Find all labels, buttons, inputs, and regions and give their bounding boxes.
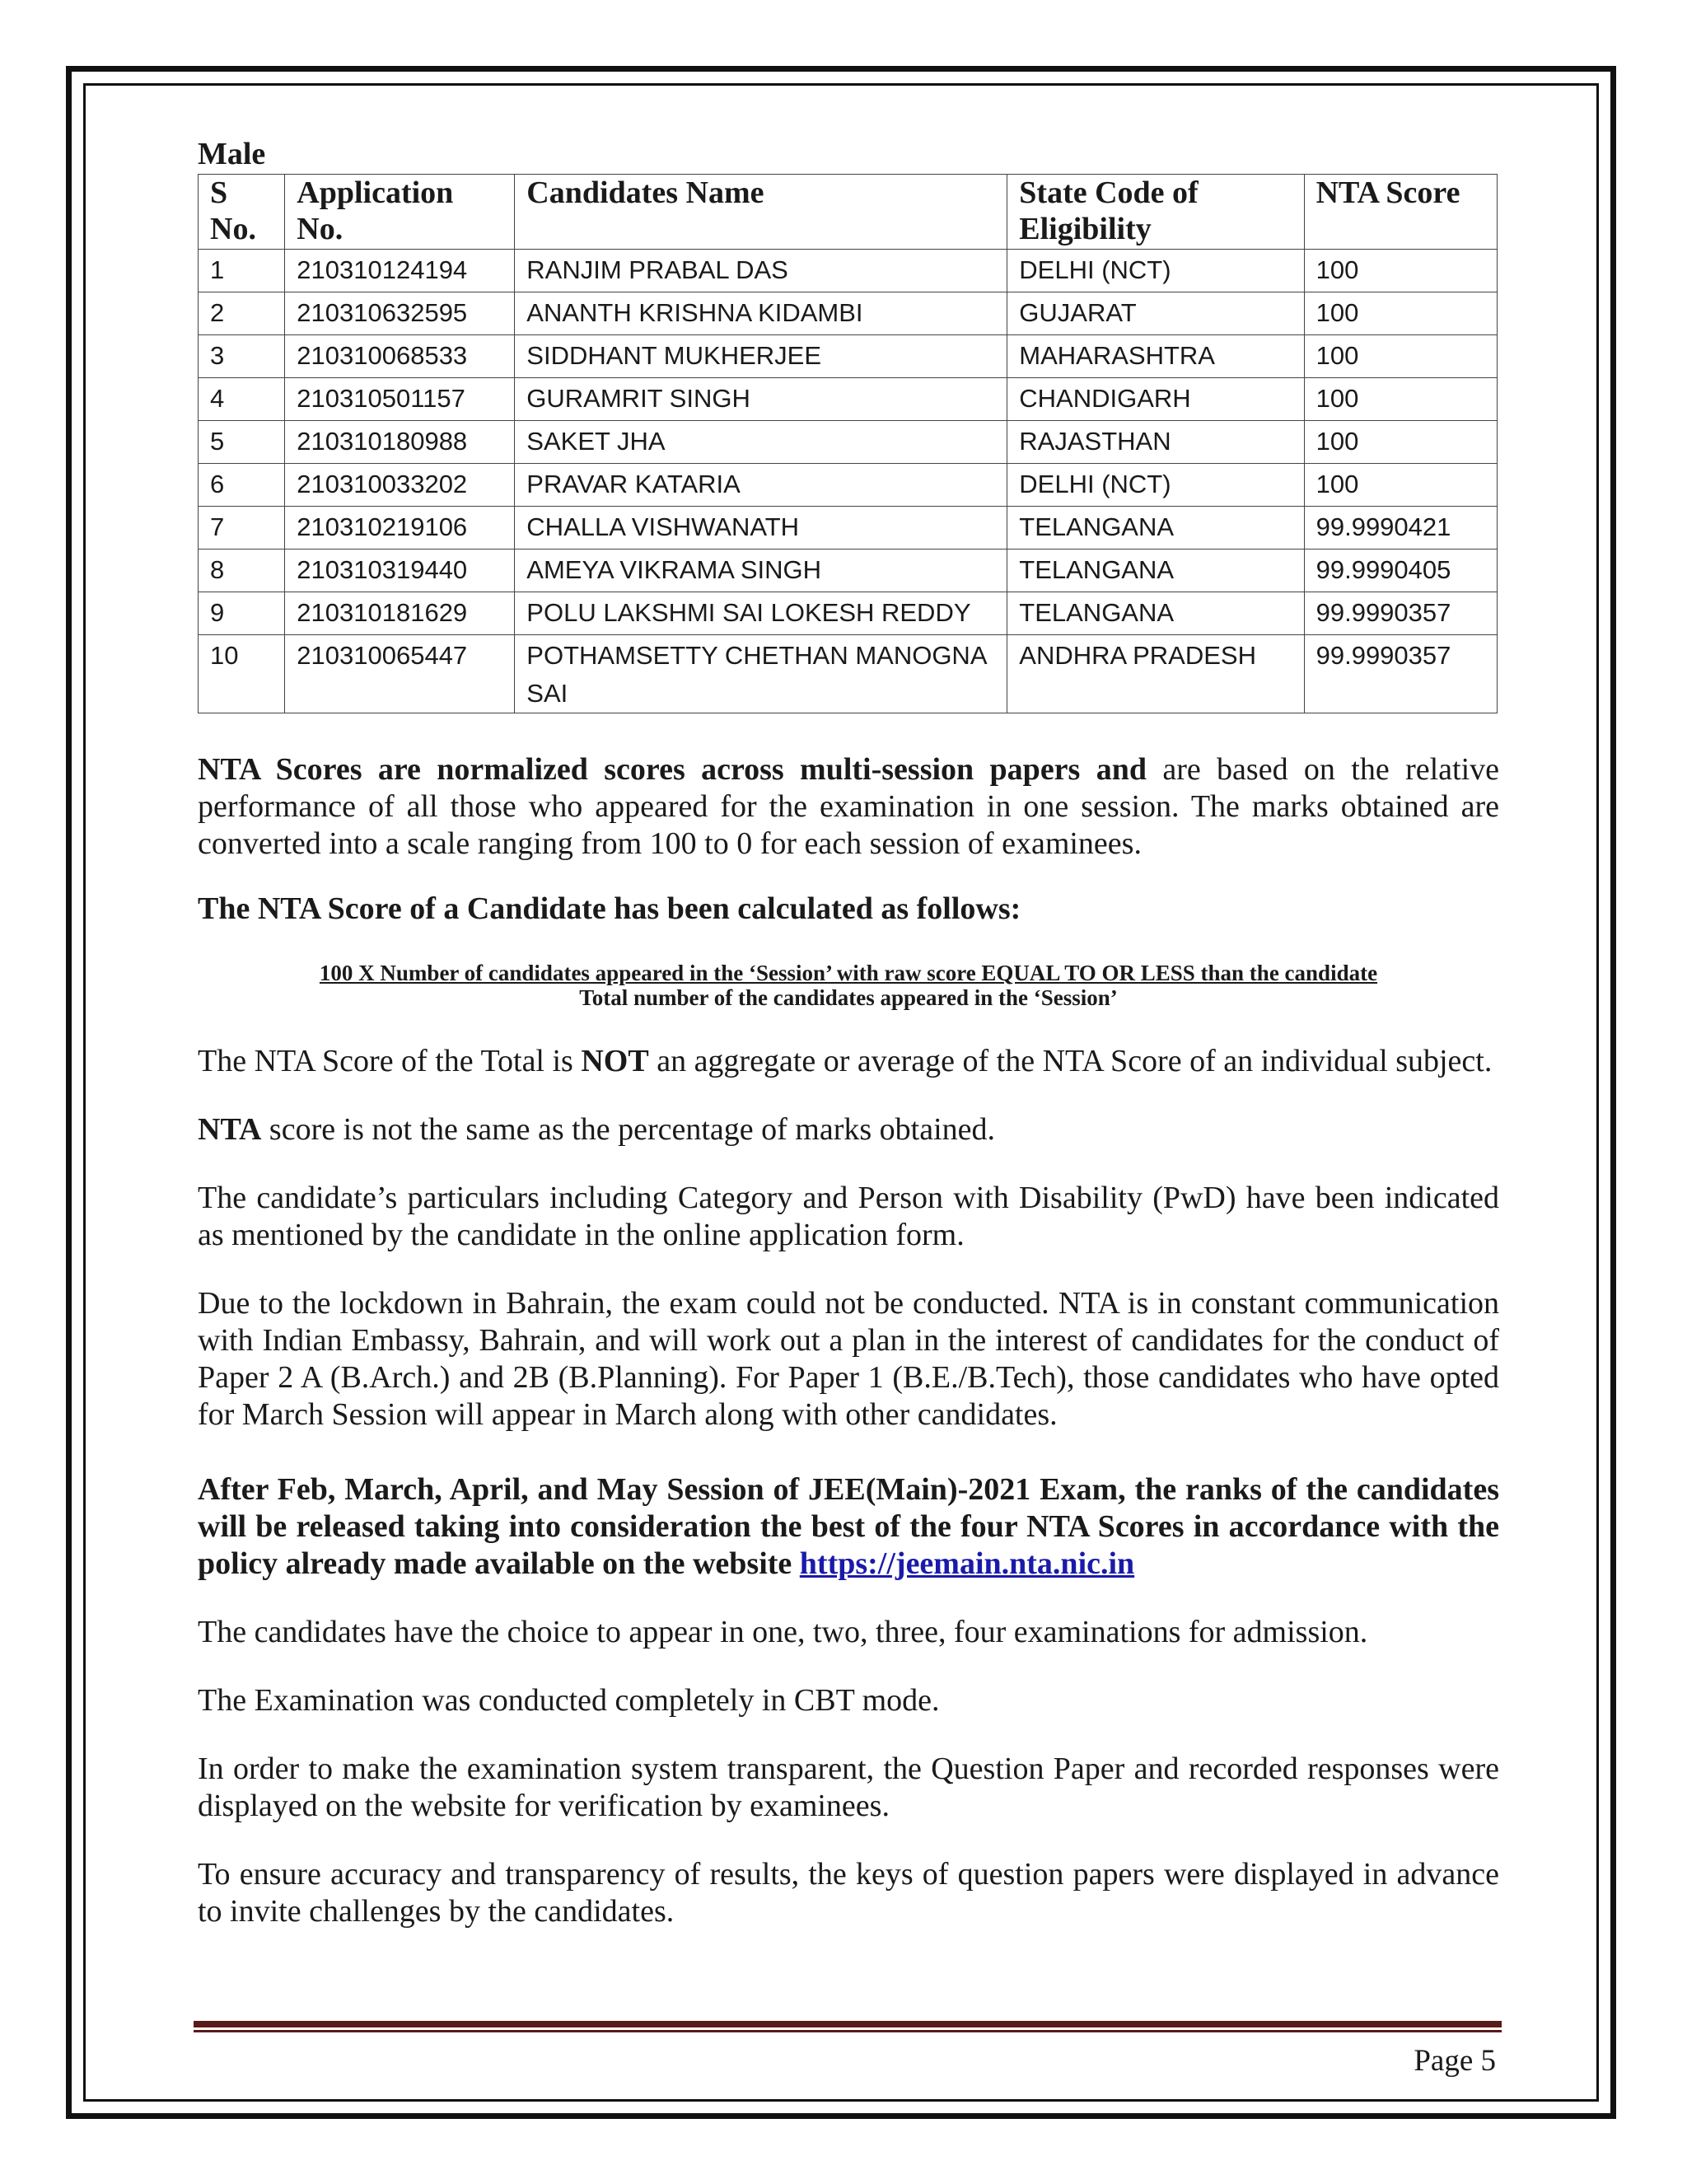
cell-nta-score: 100 [1304, 421, 1497, 464]
cell-state-code: TELANGANA [1007, 592, 1304, 635]
table-row [199, 592, 1498, 635]
cell-candidate-name: ANANTH KRISHNA KIDAMBI [515, 292, 1007, 335]
normalization-paragraph [198, 751, 1499, 863]
col-header-state-code: State Code of Eligibility [1007, 175, 1304, 250]
particulars-paragraph: The candidate’s particulars including Category and Person with Disability (PwD) have been indicated as mentioned by the candidate in the online application form. [198, 1181, 1499, 1252]
transparency-paragraph: In order to make the examination system transparent, the Question Paper and recorded responses were displayed on the website for verification by examinees. [198, 1751, 1499, 1823]
total-score-paragraph [198, 1043, 1499, 1080]
ranks-text: After Feb, March, April, and May Session of JEE(Main)-2021 Exam, the ranks of the candidates will be released taking into consideration the best of the four NTA Scores in accordance with the policy already made available on the website [198, 1472, 1499, 1581]
cell-candidate-name: POLU LAKSHMI SAI LOKESH REDDY [515, 592, 1007, 635]
cell-sno: 6 [199, 464, 285, 507]
table-row [199, 550, 1498, 592]
cell-state-code: CHANDIGARH [1007, 378, 1304, 421]
cell-sno: 7 [199, 507, 285, 550]
ranks-paragraph [198, 1471, 1499, 1583]
cell-nta-score: 100 [1304, 464, 1497, 507]
footer-rule-thick [194, 2021, 1502, 2027]
table-row [199, 507, 1498, 550]
total-score-text-b: an aggregate or average of the NTA Score of an individual subject. [648, 1044, 1493, 1078]
cell-application-no: 210310319440 [285, 550, 515, 592]
cell-sno: 3 [199, 335, 285, 378]
cell-application-no: 210310068533 [285, 335, 515, 378]
total-score-text-a: The NTA Score of the Total is [198, 1044, 582, 1078]
table-body [199, 250, 1498, 713]
cell-sno: 10 [199, 635, 285, 713]
formula-numerator: 100 X Number of candidates appeared in the ‘Session’ with raw score EQUAL TO OR LESS than the candidate [319, 961, 1378, 985]
cell-sno: 4 [199, 378, 285, 421]
cell-application-no: 210310065447 [285, 635, 515, 713]
formula-denominator: Total number of the candidates appeared in the ‘Session’ [579, 985, 1118, 1010]
table-row [199, 464, 1498, 507]
cell-sno: 8 [199, 550, 285, 592]
col-header-candidate-name: Candidates Name [515, 175, 1007, 250]
cell-application-no: 210310033202 [285, 464, 515, 507]
cell-candidate-name: RANJIM PRABAL DAS [515, 250, 1007, 292]
cell-nta-score: 100 [1304, 378, 1497, 421]
normalization-bold: NTA Scores are normalized scores across multi-session papers and [198, 752, 1147, 787]
cell-state-code: DELHI (NCT) [1007, 250, 1304, 292]
percentage-text: score is not the same as the percentage of marks obtained. [261, 1112, 995, 1147]
results-table [198, 174, 1498, 713]
table-row [199, 378, 1498, 421]
cell-nta-score: 100 [1304, 335, 1497, 378]
percentage-paragraph [198, 1111, 1499, 1148]
col-header-application-no: Application No. [285, 175, 515, 250]
normalization-text: are based on the relative performance of all those who appeared for the examination in one session. The marks obtained are converted into a scale ranging from 100 to 0 for each session of examinees. [198, 752, 1499, 861]
calculation-heading: The NTA Score of a Candidate has been calculated as follows: [198, 891, 1021, 926]
cell-state-code: TELANGANA [1007, 507, 1304, 550]
cell-nta-score: 99.9990357 [1304, 592, 1497, 635]
cell-nta-score: 99.9990421 [1304, 507, 1497, 550]
jeemain-website-link[interactable]: https://jeemain.nta.nic.in [799, 1546, 1135, 1581]
cell-state-code: MAHARASHTRA [1007, 335, 1304, 378]
cell-application-no: 210310124194 [285, 250, 515, 292]
cell-application-no: 210310219106 [285, 507, 515, 550]
cell-state-code: TELANGANA [1007, 550, 1304, 592]
cell-nta-score: 100 [1304, 250, 1497, 292]
bahrain-paragraph: Due to the lockdown in Bahrain, the exam could not be conducted. NTA is in constant communication with Indian Embassy, Bahrain, and will work out a plan in the interest of candidates for the conduct of Paper 2 A (B.Arch.) and 2B (B.Planning). For Paper 1 (B.E./B.Tech), those candidates who have opted for March Session will appear in March along with other candidates. [198, 1286, 1499, 1432]
page-number: Page 5 [1414, 2044, 1496, 2078]
cell-sno: 1 [199, 250, 285, 292]
cell-state-code: DELHI (NCT) [1007, 464, 1304, 507]
cell-nta-score: 99.9990357 [1304, 635, 1497, 713]
cell-candidate-name: SAKET JHA [515, 421, 1007, 464]
table-row [199, 635, 1498, 713]
percentage-bold: NTA [198, 1112, 262, 1147]
table-row [199, 292, 1498, 335]
cell-application-no: 210310180988 [285, 421, 515, 464]
page-content [198, 136, 1499, 1930]
cbt-mode-paragraph: The Examination was conducted completely in CBT mode. [198, 1683, 940, 1718]
table-row [199, 250, 1498, 292]
col-header-nta-score: NTA Score [1304, 175, 1497, 250]
cell-sno: 9 [199, 592, 285, 635]
cell-application-no: 210310501157 [285, 378, 515, 421]
table-header-row [199, 175, 1498, 250]
cell-candidate-name: SIDDHANT MUKHERJEE [515, 335, 1007, 378]
cell-nta-score: 100 [1304, 292, 1497, 335]
cell-state-code: GUJARAT [1007, 292, 1304, 335]
cell-candidate-name: PRAVAR KATARIA [515, 464, 1007, 507]
cell-state-code: RAJASTHAN [1007, 421, 1304, 464]
table-row [199, 335, 1498, 378]
score-formula [198, 961, 1499, 1010]
cell-application-no: 210310632595 [285, 292, 515, 335]
cell-candidate-name: CHALLA VISHWANATH [515, 507, 1007, 550]
answer-keys-paragraph: To ensure accuracy and transparency of results, the keys of question papers were displayed in advance to invite challenges by the candidates. [198, 1857, 1499, 1929]
cell-sno: 5 [199, 421, 285, 464]
col-header-sno: S No. [199, 175, 285, 250]
footer-rule-thin [194, 2030, 1502, 2032]
choice-paragraph: The candidates have the choice to appear in one, two, three, four examinations for admission. [198, 1615, 1368, 1649]
total-score-not: NOT [581, 1044, 649, 1078]
cell-nta-score: 99.9990405 [1304, 550, 1497, 592]
table-row [199, 421, 1498, 464]
cell-sno: 2 [199, 292, 285, 335]
section-label: Male [198, 137, 266, 171]
cell-application-no: 210310181629 [285, 592, 515, 635]
cell-candidate-name: AMEYA VIKRAMA SINGH [515, 550, 1007, 592]
cell-candidate-name: GURAMRIT SINGH [515, 378, 1007, 421]
cell-state-code: ANDHRA PRADESH [1007, 635, 1304, 713]
cell-candidate-name: POTHAMSETTY CHETHAN MANOGNA SAI [515, 635, 1007, 713]
